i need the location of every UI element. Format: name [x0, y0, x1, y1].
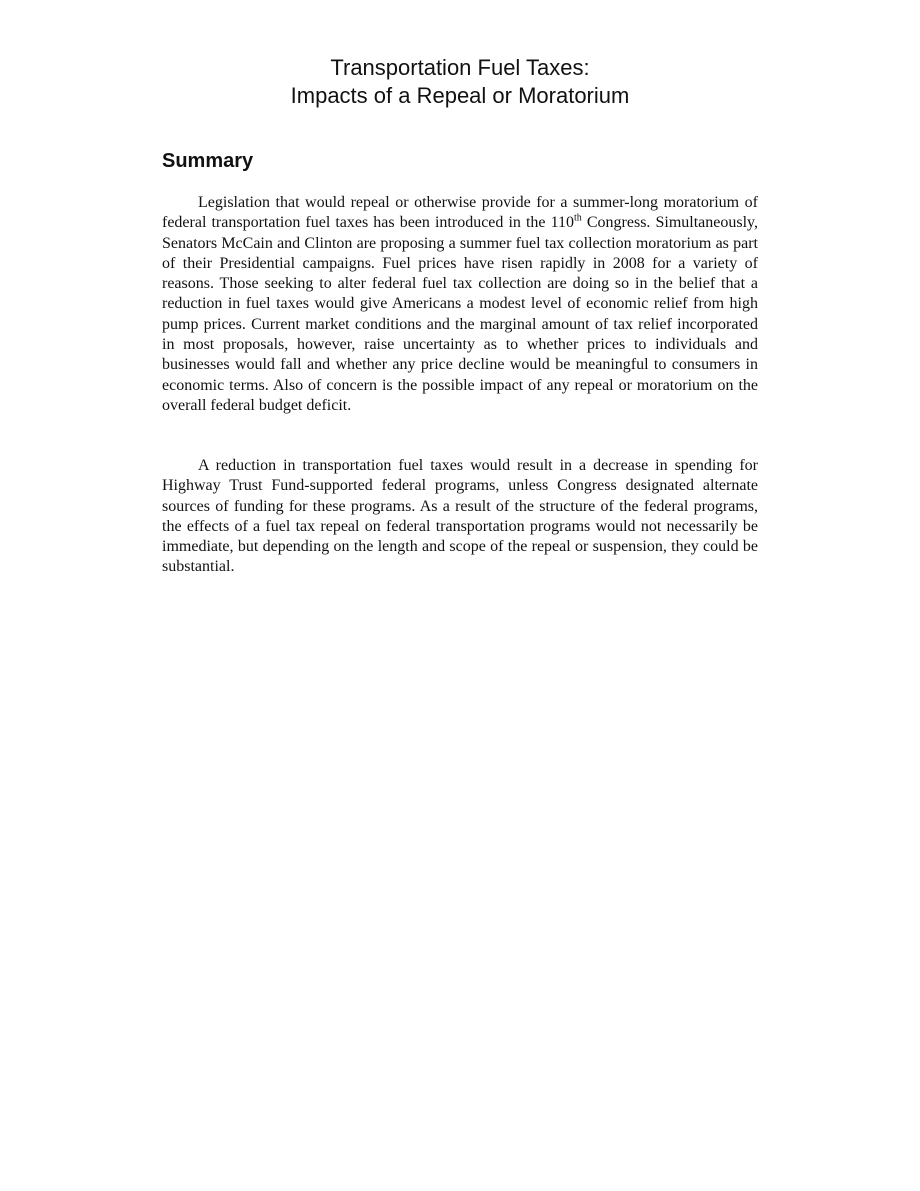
title-line-2: Impacts of a Repeal or Moratorium — [290, 83, 630, 108]
section-heading-summary: Summary — [162, 150, 254, 172]
title-line-1: Transportation Fuel Taxes: — [330, 55, 590, 80]
summary-paragraph-1 — [162, 193, 758, 416]
ordinal-superscript: th — [574, 212, 582, 224]
summary-paragraph-2: A reduction in transportation fuel taxes would result in a decrease in spending for Highway Trust Fund-supported federal programs, unless Congress designated alternate sources of funding for these programs. As a result of the structure of the federal programs, the effects of a fuel tax repeal on federal transportation programs would not necessarily be immediate, but depending on the length and scope of the repeal or suspension, they could be substantial. — [162, 457, 758, 576]
document-title — [0, 54, 920, 110]
paragraph-1-text-start: Legislation that would repeal or otherwise provide for a summer-long moratorium of federal transportation fuel taxes has been introduced in the 110 — [162, 194, 758, 232]
paragraph-1-text-end: Congress. Simultaneously, Senators McCain and Clinton are proposing a summer fuel tax collection moratorium as part of their Presidential campaigns. Fuel prices have risen rapidly in 2008 for a variety of reasons. Those seeking to alter federal fuel tax collection are doing so in the belief that a reduction in fuel taxes would give Americans a modest level of economic relief from high pump prices. Current market conditions and the marginal amount of tax relief incorporated in most proposals, however, raise uncertainty as to whether prices to individuals and businesses would fall and whether any price decline would be meaningful to consumers in economic terms. Also of concern is the possible impact of any repeal or moratorium on the overall federal budget deficit. — [162, 214, 759, 414]
